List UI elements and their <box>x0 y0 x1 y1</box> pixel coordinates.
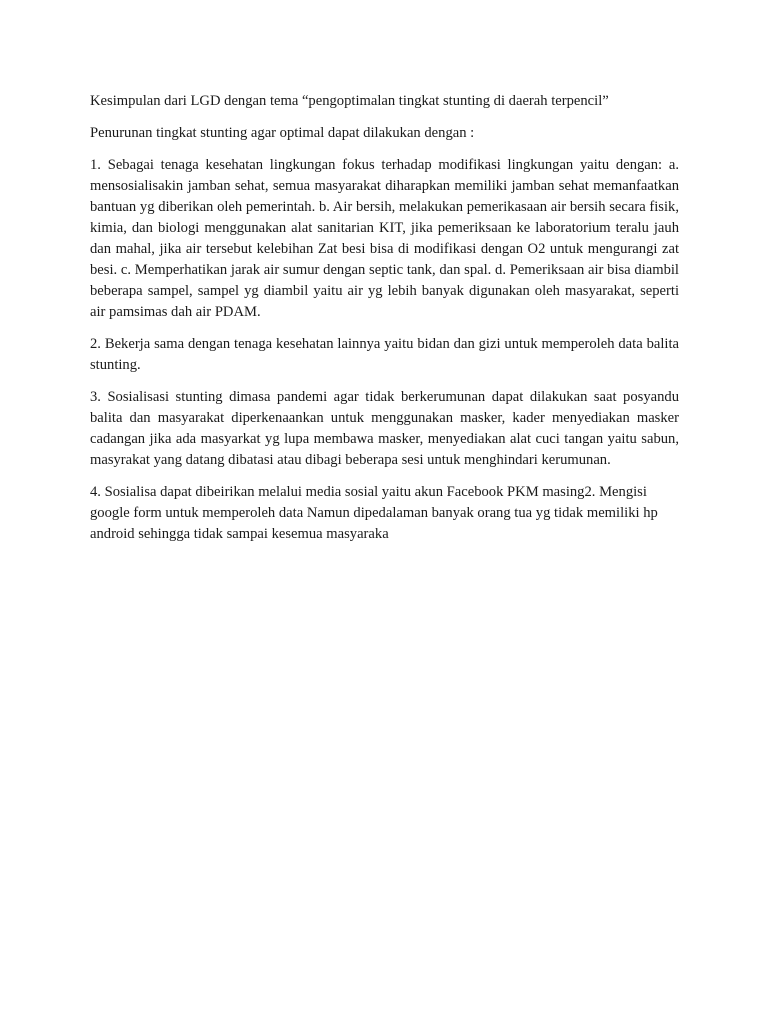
document-page <box>90 91 679 556</box>
point-3: 3. Sosialisasi stunting dimasa pandemi agar tidak berkerumunan dapat dilakukan saat posyandu balita dan masyarakat diperkenaankan untuk menggunakan masker, kader menyediakan masker cadangan jika ada masyarkat yg lupa membawa masker, menyediakan alat cuci tangan yaitu sabun, masyrakat yang datang dibatasi atau dibagi beberapa sesi untuk menghindari kerumunan. <box>90 389 679 468</box>
point-2: 2. Bekerja sama dengan tenaga kesehatan lainnya yaitu bidan dan gizi untuk memperoleh data balita stunting. <box>90 336 679 373</box>
point-1: 1. Sebagai tenaga kesehatan lingkungan fokus terhadap modifikasi lingkungan yaitu dengan: a. mensosialisakin jamban sehat, semua masyarakat diharapkan memiliki jamban sehat memanfaatkan bantuan yg diberikan oleh pemerintah. b. Air bersih, melakukan pemerikasaan air bersih secara fisik, kimia, dan biologi menggunakan alat sanitarian KIT, jika pemeriksaan ke laboratorium teralu jauh dan mahal, jika air tersebut kelebihan Zat besi bisa di modifikasi dengan O2 untuk mengurangi zat besi. c. Memperhatikan jarak air sumur dengan septic tank, dan spal. d. Pemeriksaan air bisa diambil beberapa sampel, sampel yg diambil yaitu air yg lebih banyak digunakan oleh masyarakat, seperti air pamsimas dah air PDAM. <box>90 157 679 320</box>
document-intro: Penurunan tingkat stunting agar optimal dapat dilakukan dengan : <box>90 125 475 141</box>
point-4: 4. Sosialisa dapat dibeirikan melalui media sosial yaitu akun Facebook PKM masing2. Mengisi google form untuk memperoleh data Namun dipedalaman banyak orang tua yg tidak memiliki hp android sehingga tidak sampai kesemua masyaraka <box>90 484 658 542</box>
document-title: Kesimpulan dari LGD dengan tema “pengoptimalan tingkat stunting di daerah terpencil” <box>90 93 609 109</box>
